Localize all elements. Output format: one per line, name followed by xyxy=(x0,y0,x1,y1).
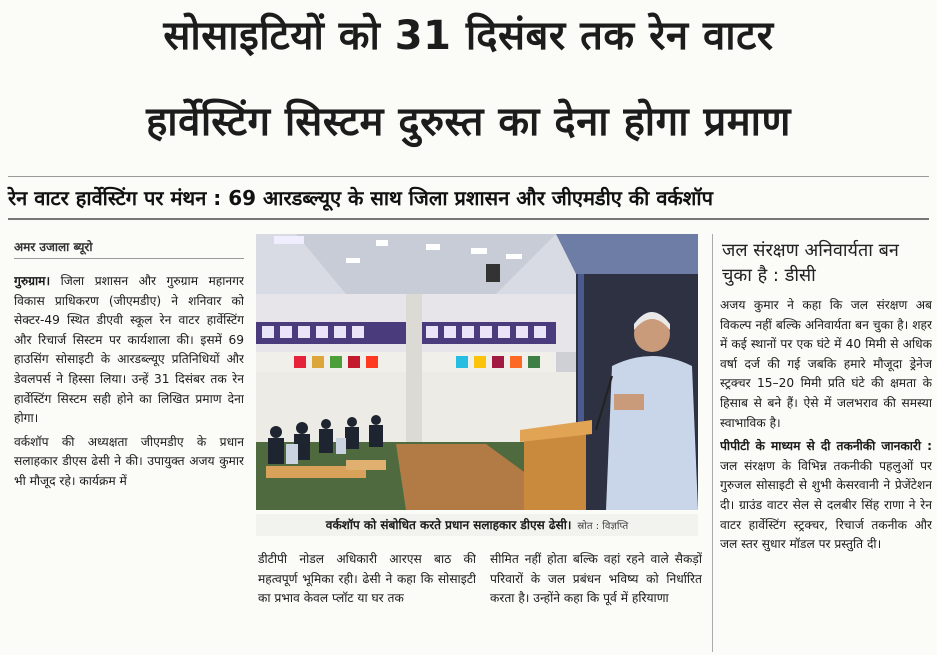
column1-para2: वर्कशॉप की अध्यक्षता जीएमडीए के प्रधान सलाहकार डीएस ढेसी ने की। उपायुक्त अजय कुमार भी मौजूद रहे। कार्यक्रम में xyxy=(14,434,244,488)
sidebar-para2: जल संरक्षण के विभिन्न तकनीकी पहलुओं पर गुरुजल सोसाइटी से शुभी केसरवानी ने प्रेजेंटेशन दी। ग्राउंड वाटर सेल से दलबीर सिंह राणा ने रेन वाटर हार्वेस्टिंग स्ट्रक्चर, रिचार्ज तकनीक और जल स्तर सुधार मॉडल पर प्रस्तुति दी। xyxy=(720,458,932,552)
article-column-2 xyxy=(258,550,476,654)
sidebar-heading: जल संरक्षण अनिवार्यता बन चुका है : डीसी xyxy=(722,240,899,286)
byline: अमर उजाला ब्यूरो xyxy=(14,240,93,254)
article-column-3 xyxy=(490,550,702,654)
dateline-city: गुरुग्राम। xyxy=(14,274,51,288)
column1-para1: जिला प्रशासन और गुरुग्राम महानगर विकास प्राधिकरण (जीएमडीए) ने शनिवार को सेक्टर-49 स्थित डीएवी स्कूल रेन वाटर हार्वेस्टिंग और रिचार्ज सिस्टम पर कार्यशाला की। इसमें 69 हाउसिंग सोसाइटी के आरडब्ल्यूए प्रतिनिधियों और डेवलपर्स ने हिस्सा लिया। उन्हें 31 दिसंबर तक रेन हार्वेस्टिंग सिस्टम सही होने का लिखित प्रमाण देना होगा। xyxy=(14,274,244,426)
sidebar-para1: अजय कुमार ने कहा कि जल संरक्षण अब विकल्प नहीं बल्कि अनिवार्यता बन चुका है। शहर में कई स्थानों पर एक घंटे में 40 मिमी से अधिक वर्षा दर्ज की गई जबकि हमारे मौजूदा ड्रेनेज स्ट्रक्चर 15–20 मिमी प्रति घंटे की क्षमता के हिसाब से बने हैं। ऐसे में जलभराव की समस्या स्वाभाविक है। xyxy=(720,298,932,430)
column2-text: डीटीपी नोडल अधिकारी आरएस बाठ की महत्वपूर्ण भूमिका रही। ढेसी ने कहा कि सोसाइटी का प्रभाव केवल प्लॉट या घर तक xyxy=(258,552,476,606)
headline-divider xyxy=(8,176,929,177)
headline-line-2: हार्वेस्टिंग सिस्टम दुरुस्त का देना होगा प्रमाण xyxy=(146,99,791,145)
workshop-photo xyxy=(256,234,698,510)
sidebar-subheading: पीपीटी के माध्यम से दी तकनीकी जानकारी : xyxy=(720,439,932,454)
article-column-1 xyxy=(14,272,244,652)
column3-text: सीमित नहीं होता बल्कि वहां रहने वाले सैकड़ों परिवारों के जल प्रबंधन भविष्य को निर्धारित करता है। उन्होंने कहा कि पूर्व में हरियाणा xyxy=(490,552,702,606)
subheadline: रेन वाटर हार्वेस्टिंग पर मंथन : 69 आरडब्ल्यूए के साथ जिला प्रशासन और जीएमडीए की वर्कशॉप xyxy=(8,186,713,210)
photo-credit: स्रोत : विज्ञप्ति xyxy=(577,521,629,532)
photo-caption xyxy=(256,514,698,536)
byline-rule xyxy=(14,258,244,259)
sidebar-divider xyxy=(712,234,713,652)
sidebar-column xyxy=(720,296,932,652)
headline-line-1: सोसाइटियों को 31 दिसंबर तक रेन वाटर xyxy=(163,13,774,59)
photo-caption-text: वर्कशॉप को संबोधित करते प्रधान सलाहकार डीएस ढेसी। xyxy=(325,518,572,532)
workshop-photo-illustration xyxy=(256,234,698,510)
subhead-divider xyxy=(8,218,929,220)
